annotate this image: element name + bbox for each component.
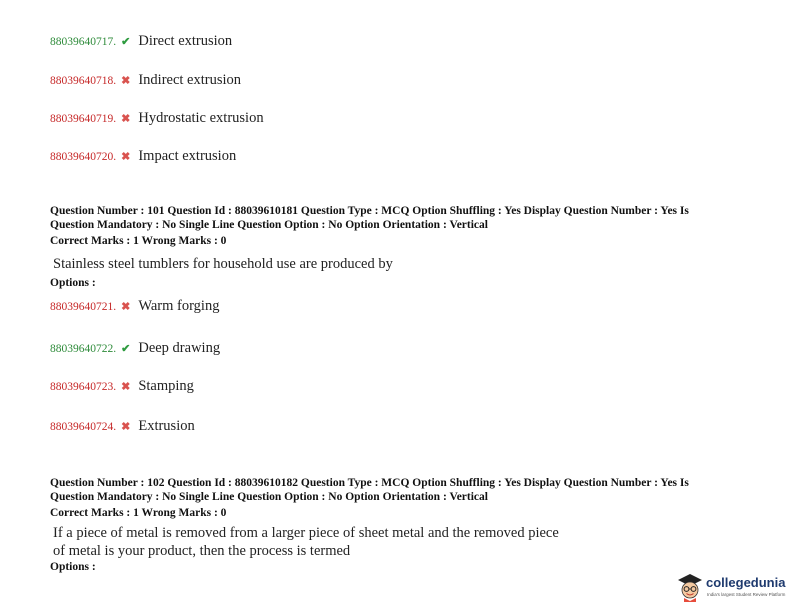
option-text: Deep drawing <box>138 340 221 356</box>
collegedunia-logo <box>676 570 786 604</box>
cross-icon: ✖ <box>121 381 131 393</box>
options-label: Options : <box>50 561 96 573</box>
option-row <box>50 147 236 165</box>
option-row <box>50 417 195 435</box>
question-text: If a piece of metal is removed from a larger piece of sheet metal and the removed piece <box>53 525 559 541</box>
option-row <box>50 109 264 127</box>
option-text: Hydrostatic extrusion <box>138 110 264 126</box>
mascot-icon <box>676 571 704 603</box>
options-label: Options : <box>50 277 96 289</box>
option-id: 88039640720. <box>50 151 117 163</box>
option-text: Direct extrusion <box>138 33 233 49</box>
option-text: Stamping <box>138 378 194 394</box>
question-marks: Correct Marks : 1 Wrong Marks : 0 <box>50 235 227 247</box>
cross-icon: ✖ <box>121 421 131 433</box>
question-meta: Question Mandatory : No Single Line Question Option : No Option Orientation : Vertical <box>50 219 488 231</box>
option-text: Indirect extrusion <box>138 72 242 88</box>
cross-icon: ✖ <box>121 113 131 125</box>
option-row <box>50 339 220 357</box>
option-row <box>50 32 232 50</box>
logo-name: collegedunia <box>706 575 786 590</box>
option-id: 88039640724. <box>50 421 117 433</box>
check-icon: ✔ <box>121 36 131 48</box>
check-icon: ✔ <box>121 343 131 355</box>
option-id: 88039640723. <box>50 381 117 393</box>
cross-icon: ✖ <box>121 301 131 313</box>
logo-tagline: India's largest Student Review Platform <box>707 592 786 597</box>
question-text: Stainless steel tumblers for household use are produced by <box>53 256 393 272</box>
cross-icon: ✖ <box>121 75 131 87</box>
question-meta: Question Number : 101 Question Id : 88039610181 Question Type : MCQ Option Shuffling : Yes Display Question Number : Yes Is <box>50 205 689 217</box>
question-marks: Correct Marks : 1 Wrong Marks : 0 <box>50 507 227 519</box>
option-row <box>50 297 219 315</box>
option-id: 88039640719. <box>50 113 117 125</box>
option-text: Impact extrusion <box>138 148 237 164</box>
option-id: 88039640718. <box>50 75 117 87</box>
question-meta: Question Mandatory : No Single Line Question Option : No Option Orientation : Vertical <box>50 491 488 503</box>
question-meta: Question Number : 102 Question Id : 88039610182 Question Type : MCQ Option Shuffling : Yes Display Question Number : Yes Is <box>50 477 689 489</box>
option-id: 88039640717. <box>50 36 117 48</box>
option-id: 88039640721. <box>50 301 117 313</box>
cross-icon: ✖ <box>121 151 131 163</box>
option-text: Warm forging <box>138 298 220 314</box>
option-row <box>50 377 194 395</box>
option-id: 88039640722. <box>50 343 117 355</box>
option-row <box>50 71 241 89</box>
question-text: of metal is your product, then the process is termed <box>53 543 351 559</box>
option-text: Extrusion <box>138 418 195 434</box>
